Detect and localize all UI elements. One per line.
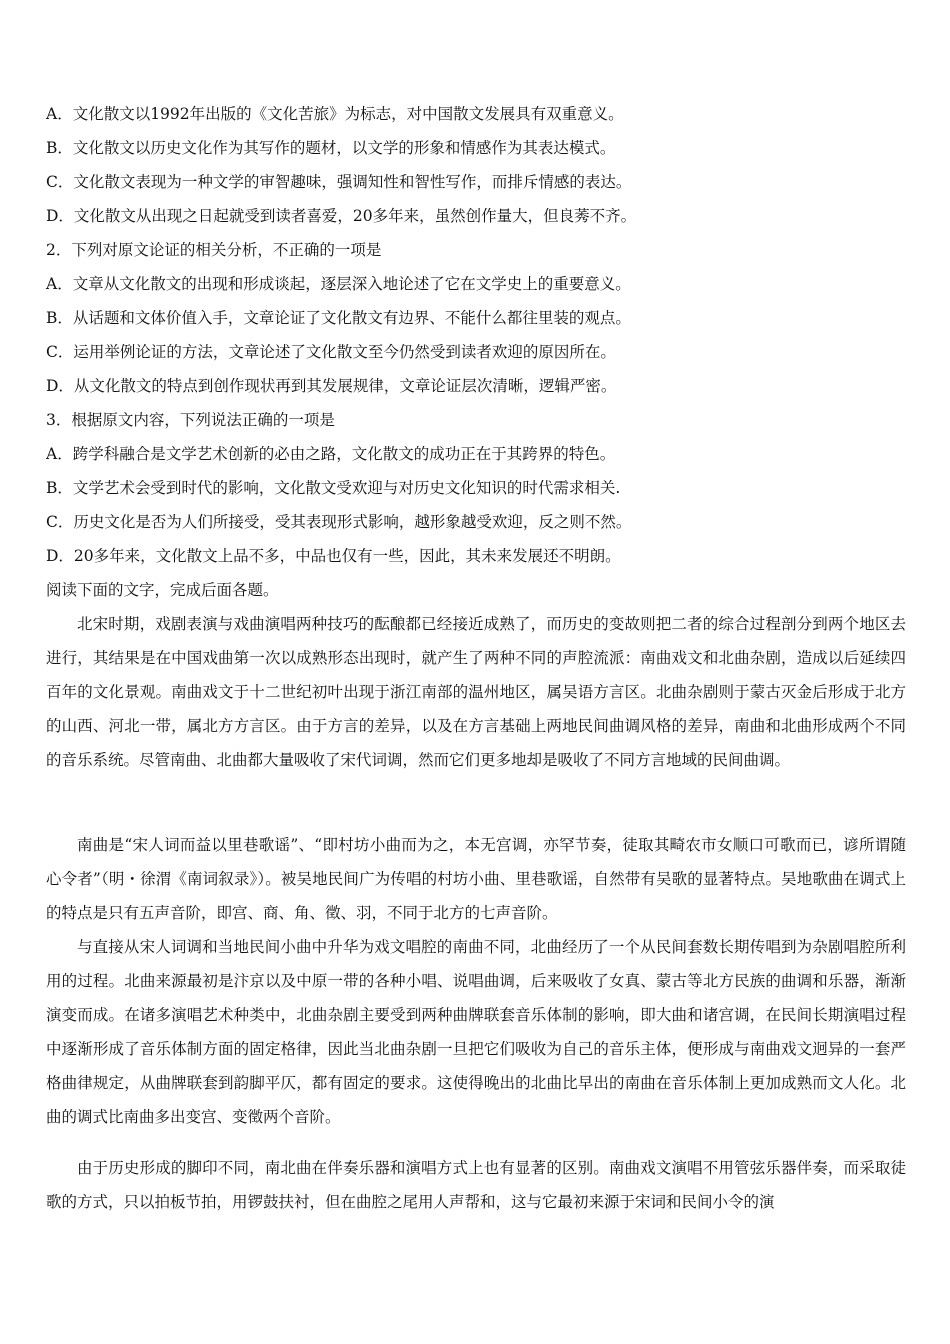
q1-option-a: A．文化散文以1992年出版的《文化苦旅》为标志，对中国散文发展具有双重意义。 — [46, 105, 624, 123]
q2-option-b: B．从话题和文体价值入手，文章论证了文化散文有边界、不能什么都往里装的观点。 — [46, 309, 631, 327]
q2-option-d: D．从文化散文的特点到创作现状再到其发展规律，文章论证层次清晰，逻辑严密。 — [46, 377, 617, 395]
q1-option-d: D．文化散文从出现之日起就受到读者喜爱，20多年来，虽然创作量大，但良莠不齐。 — [46, 207, 637, 225]
passage-paragraph-1: 北宋时期，戏剧表演与戏曲演唱两种技巧的酝酿都已经接近成熟了，而历史的变故则把二者的综合过程剖分到两个地区去进行，其结果是在中国戏曲第一次以成熟形态出现时，就产生了两种不同的声腔流派：南曲戏文和北曲杂剧，造成以后延续四百年的文化景观。南曲戏文于十二世纪初叶出现于浙江南部的温州地区，属吴语方言区。北曲杂剧则于蒙古灭金后形成于北方的山西、河北一带，属北方方言区。由于方言的差异，以及在方言基础上两地民间曲调风格的差异，南曲和北曲形成两个不同的音乐系统。尽管南曲、北曲都大量吸收了宋代词调，然而它们更多地却是吸收了不同方言地域的民间曲调。 — [46, 615, 906, 769]
q2-option-a: A．文章从文化散文的出现和形成谈起，逐层深入地论述了它在文学史上的重要意义。 — [46, 275, 631, 293]
q3-option-a: A．跨学科融合是文学艺术创新的必由之路，文化散文的成功正在于其跨界的特色。 — [46, 445, 616, 463]
q3-option-c: C．历史文化是否为人们所接受，受其表现形式影响，越形象越受欢迎，反之则不然。 — [46, 513, 632, 531]
q2-stem: 2．下列对原文论证的相关分析，不正确的一项是 — [46, 241, 382, 259]
q3-option-d: D．20多年来，文化散文上品不多，中品也仅有一些，因此，其未来发展还不明朗。 — [46, 547, 621, 565]
q1-option-c: C．文化散文表现为一种文学的审智趣味，强调知性和智性写作，而排斥情感的表达。 — [46, 173, 632, 191]
q1-option-b: B．文化散文以历史文化作为其写作的题材，以文学的形象和情感作为其表达模式。 — [46, 139, 616, 157]
q2-option-c: C．运用举例论证的方法，文章论述了文化散文至今仍然受到读者欢迎的原因所在。 — [46, 343, 616, 361]
passage-paragraph-2: 南曲是“宋人词而益以里巷歌谣”、“即村坊小曲而为之，本无宫调，亦罕节奏，徒取其畸农市女顺口可歌而已，谚所谓随心令者”（明・徐渭《南词叙录》）。被吴地民间广为传唱的村坊小曲、里巷歌谣，自然带有吴歌的显著特点。吴地歌曲在调式上的特点是只有五声音阶，即宫、商、角、徵、羽，不同于北方的七声音阶。 — [46, 836, 906, 922]
q3-option-b: B．文学艺术会受到时代的影响，文化散文受欢迎与对历史文化知识的时代需求相关. — [46, 479, 621, 497]
passage-paragraph-4: 由于历史形成的脚印不同，南北曲在伴奏乐器和演唱方式上也有显著的区别。南曲戏文演唱不用管弦乐器伴奏，而采取徒歌的方式，只以拍板节拍，用锣鼓扶衬，但在曲腔之尾用人声帮和，这与它最初来源于宋词和民间小令的演 — [46, 1159, 906, 1211]
passage-paragraph-3: 与直接从宋人词调和当地民间小曲中升华为戏文唱腔的南曲不同，北曲经历了一个从民间套数长期传唱到为杂剧唱腔所利用的过程。北曲来源最初是汴京以及中原一带的各种小唱、说唱曲调，后来吸收了女真、蒙古等北方民族的曲调和乐器，渐渐演变而成。在诸多演唱艺术种类中，北曲杂剧主要受到两种曲牌联套音乐体制的影响，即大曲和诸宫调，在民间长期演唱过程中逐渐形成了音乐体制方面的固定格律，因此当北曲杂剧一旦把它们吸收为自己的音乐主体，便形成与南曲戏文迥异的一套严格曲律规定，从曲牌联套到韵脚平仄，都有固定的要求。这使得晚出的北曲比早出的南曲在音乐体制上更加成熟而文人化。北曲的调式比南曲多出变宫、变徵两个音阶。 — [46, 938, 906, 1126]
reading-instruction: 阅读下面的文字，完成后面各题。 — [46, 581, 279, 599]
q3-stem: 3．根据原文内容，下列说法正确的一项是 — [46, 411, 335, 429]
